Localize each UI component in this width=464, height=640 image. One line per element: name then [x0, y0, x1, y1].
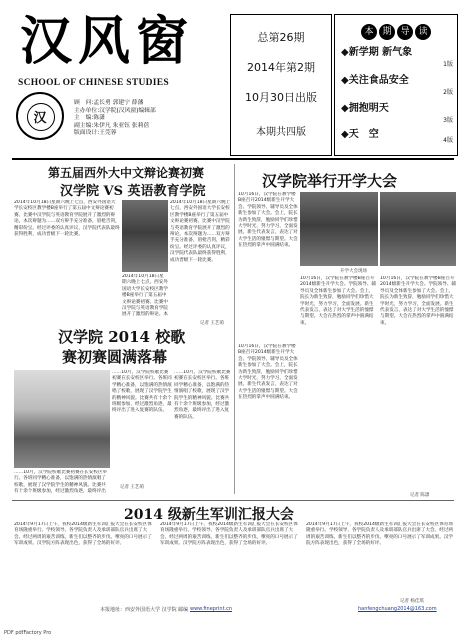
- toc-heading: [341, 19, 451, 40]
- column-divider: [234, 164, 235, 494]
- debate-body: 2014年10月18日星期六晚上七点，西安外国语大学长安校区教学楼B座举行了第五届中文辩论赛初赛。比赛中汉学院与英语教育学院展开了激烈的辩论。本次辩题为……双方辩手充分准备，唇枪舌剑，精彩纷呈。经过评委的认真评议，汉学院代表队最终获得胜利，成功晋级下一轮比赛。: [14, 200, 120, 238]
- school-logo: [16, 92, 64, 140]
- debate-headline: 第五届西外大中文辩论赛初赛: [48, 166, 205, 180]
- military-body-col3: 2014年9月17日上午，我校2014级新生军训汇报大会在长安校区体育场隆重举行。学校领导、各学院负责人及承训部队官兵出席了大会。经过两周的艰苦训练，新生们以整齐的步伐、嘹亮的口号展示了军训成果。汉学院方阵表现出色，获得了全场的好评。: [306, 522, 454, 547]
- toc-item[interactable]: ◆关注食品安全: [341, 75, 409, 86]
- masthead-title: 汉风窗: [20, 11, 195, 72]
- toc-heading-char: 读: [415, 24, 431, 40]
- issue-pages: 本期共四版: [256, 127, 306, 138]
- toc-page: 3版: [443, 117, 453, 124]
- toc-heading-char: 本: [361, 24, 377, 40]
- footer-url[interactable]: www.fineprint.cn: [190, 606, 233, 612]
- toc-page: 1版: [443, 61, 453, 68]
- song-body-cont: ……10月，汉学院校歌比赛初赛在长安校区举行。各班同学精心准备，以饱满的热情演唱了校歌，展现了汉学院学生的精神风貌。比赛共有十余个班级参加，经过激烈角逐，最终评出: [14, 470, 108, 494]
- issue-total: 总第26期: [257, 31, 305, 44]
- assembly-photo-2: [380, 192, 456, 266]
- assembly-body: 10月16日，汉学院在教学楼B座召开2014级新生开学大会。学院领导、辅导员及全体新生参加了大会。会上，院长为新生致辞，勉励同学们珍惜大学时光，努力学习，全面发展。新生代表发言，表达了对大学生活的憧憬与期望。大会在热烈的掌声中圆满结束。: [238, 192, 298, 249]
- toc-item[interactable]: ◆天 空: [341, 129, 379, 140]
- logo-mark: 汉: [33, 111, 47, 126]
- military-byline: 记者 杨佳琪: [400, 599, 424, 604]
- assembly-body-cont: 10月16日，汉学院在教学楼B座召开2014级新生开学大会。学院领导、辅导员及全体新生参加了大会。会上，院长为新生致辞，勉励同学们珍惜大学时光，努力学习，全面发展。新生代表发言，表达了对大学生活的憧憬与期望。大会在热烈的掌声中圆满结束。: [238, 344, 298, 401]
- assembly-byline: 记者 陈潇: [410, 493, 430, 498]
- song-body-col2: ……10月，汉学院校歌比赛初赛在长安校区举行。各班同学精心准备，以饱满的热情演唱了校歌，展现了汉学院学生的精神风貌。比赛共有十余个班级参加，经过激烈角逐，最终评出了进入复赛的队伍。: [174, 370, 231, 420]
- song-byline: 记者 王艺萌: [120, 485, 144, 490]
- mid-divider: [12, 500, 454, 501]
- song-body: ……10月，汉学院校歌比赛初赛在长安校区举行。各班同学精心准备，以饱满的热情演唱了校歌，展现了汉学院学生的精神风貌。比赛共有十余个班级参加，经过激烈角逐，最终评出了进入复赛的队伍。: [112, 370, 172, 414]
- military-body-col2: 2014年9月17日上午，我校2014级新生军训汇报大会在长安校区体育场隆重举行。学校领导、各学院负责人及承训部队官兵出席了大会。经过两周的艰苦训练，新生们以整齐的步伐、嘹亮的口号展示了军训成果。汉学院方阵表现出色，获得了全场的好评。: [160, 522, 298, 547]
- debate-byline: 记者 王艺萌: [200, 321, 224, 326]
- military-body: 2014年9月17日上午，我校2014级新生军训汇报大会在长安校区体育场隆重举行。学校领导、各学院负责人及承训部队官兵出席了大会。经过两周的艰苦训练，新生们以整齐的步伐、嘹亮的口号展示了军训成果。汉学院方阵表现出色，获得了全场的好评。: [14, 522, 152, 547]
- toc-heading-char: 期: [379, 24, 395, 40]
- assembly-photo-1: [300, 192, 378, 266]
- header-divider: [12, 158, 454, 160]
- debate-photo: [122, 200, 168, 272]
- toc-page: 4版: [443, 137, 453, 144]
- toc-item[interactable]: ◆拥抱明天: [341, 103, 389, 114]
- debate-body-col3: 2014年10月18日星期六晚上七点，西安外国语大学长安校区教学楼B座举行了第五届中文辩论赛初赛。比赛中汉学院与英语教育学院展开了激烈的辩论。本次辩题为……双方辩手充分准备，唇枪舌剑，精彩纷呈。经过评委的认真评议，汉学院代表队最终获得胜利，成功晋级下一轮比赛。: [170, 200, 231, 263]
- song-subheadline: 赛初赛圆满落幕: [62, 348, 168, 366]
- issue-year: 2014年第2期: [247, 61, 315, 74]
- footer-address: 本报地址：西安外国语大学 汉学院 邮编: [100, 607, 189, 613]
- toc-item[interactable]: ◆新学期 新气象: [341, 47, 413, 58]
- footer-email[interactable]: hanfengchuang2014@163.com: [358, 606, 437, 612]
- issue-date: 10月30日出版: [245, 91, 317, 104]
- assembly-body-col3: 10月16日，汉学院在教学楼B座召开2014级新生开学大会。学院领导、辅导员及全体新生参加了大会。会上，院长为新生致辞，勉励同学们珍惜大学时光，努力学习，全面发展。新生代表发言，表达了对大学生活的憧憬与期望。大会在热烈的掌声中圆满结束。: [380, 276, 456, 326]
- staff-list: [74, 100, 156, 138]
- staff-line: 主办单位:汉学院(汉风窗)编辑部: [74, 107, 156, 114]
- assembly-photo-caption: 开学大会现场: [340, 269, 367, 274]
- masthead-english-title: SCHOOL OF CHINESE STUDIES: [18, 78, 170, 88]
- assembly-body-col2: 10月16日，汉学院在教学楼B座召开2014级新生开学大会。学院领导、辅导员及全体新生参加了大会。会上，院长为新生致辞，勉励同学们珍惜大学时光，努力学习，全面发展。新生代表发言，表达了对大学生活的憧憬与期望。大会在热烈的掌声中圆满结束。: [300, 276, 376, 326]
- toc-heading-char: 导: [397, 24, 413, 40]
- staff-line: 主 编:陈潇: [74, 115, 105, 122]
- song-photo: [14, 370, 110, 468]
- debate-subheadline: 汉学院 VS 英语教育学院: [60, 184, 206, 199]
- table-of-contents: [334, 14, 458, 156]
- military-headline: 2014 级新生军训汇报大会: [124, 507, 294, 523]
- debate-body-cont: 2014年10月18日星期六晚上七点，西安外国语大学长安校区教学楼B座举行了第五届中文辩论赛初赛。比赛中汉学院与英语教育学院展开了激烈的辩论。本: [122, 274, 168, 318]
- issue-info-box: [230, 14, 332, 156]
- staff-line: 版面设计:王莞蓉: [74, 130, 117, 137]
- assembly-headline: 汉学院举行开学大会: [262, 172, 398, 190]
- staff-line: 副主编:朱伊凡 朱亚钰 张莉蓓: [74, 122, 150, 129]
- staff-line: 顾 问:孟长勇 郭建宁 薛藩: [74, 100, 144, 106]
- toc-page: 2版: [443, 89, 453, 96]
- song-headline: 汉学院 2014 校歌: [58, 328, 186, 346]
- pdf-watermark: PDF pdfFactory Pro: [4, 630, 52, 636]
